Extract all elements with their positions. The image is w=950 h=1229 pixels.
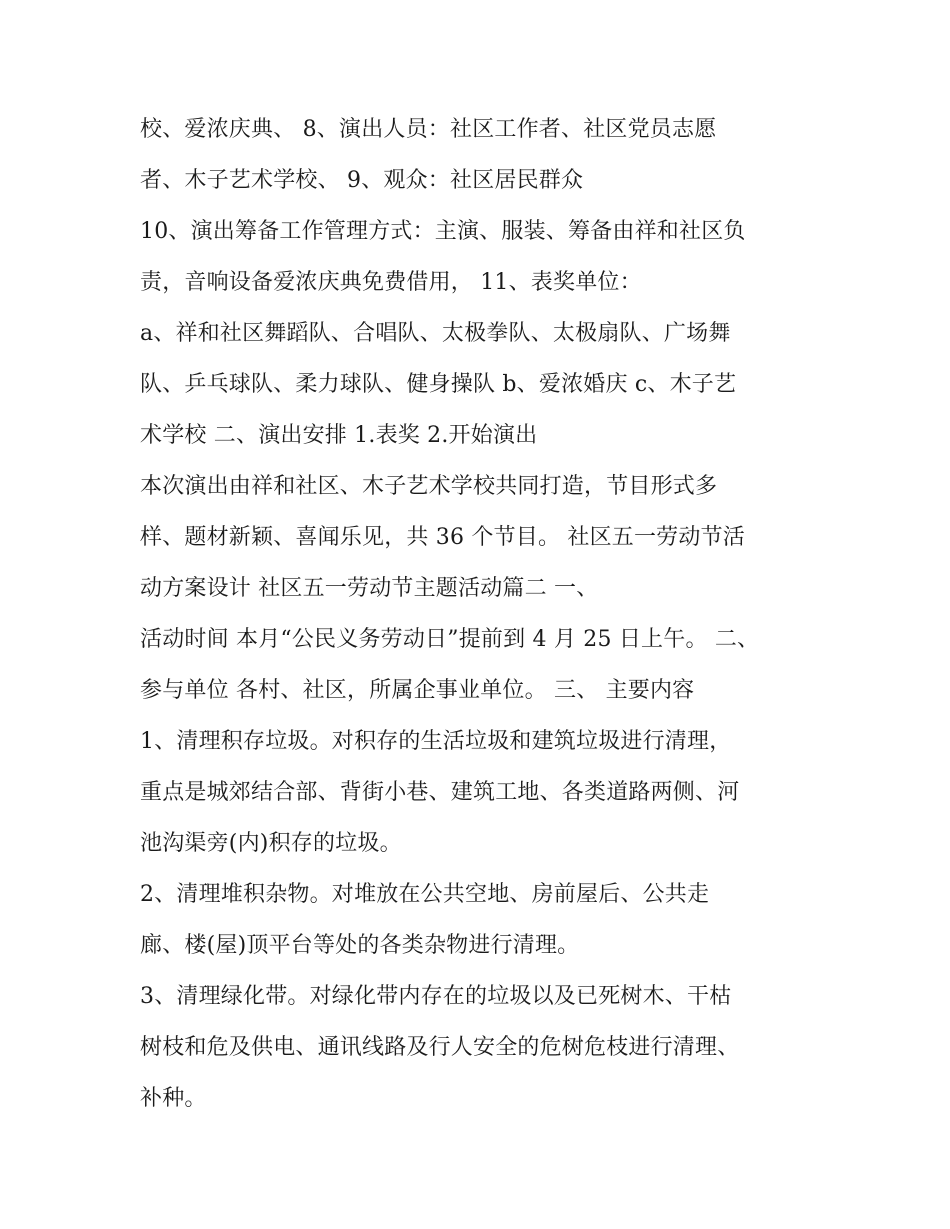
document-body	[140, 104, 830, 1124]
text-line: 10、演出筹备工作管理方式：主演、服装、筹备由祥和社区负	[140, 219, 746, 244]
text-line: 术学校 二、演出安排 1.表奖 2.开始演出	[140, 423, 538, 448]
text-line: 树枝和危及供电、通讯线路及行人安全的危树危枝进行清理、	[140, 1035, 740, 1060]
text-line: 3、清理绿化带。对绿化带内存在的垃圾以及已死树木、干枯	[140, 984, 732, 1009]
text-line: 样、题材新颖、喜闻乐见，共 36 个节目。 社区五一劳动节活	[140, 525, 745, 550]
text-line: 责，音响设备爱浓庆典免费借用， 11、表奖单位：	[140, 270, 642, 295]
text-line: 池沟渠旁(内)积存的垃圾。	[140, 831, 402, 856]
text-line: 动方案设计 社区五一劳动节主题活动篇二 一、	[140, 576, 599, 601]
text-line: 重点是城郊结合部、背街小巷、建筑工地、各类道路两侧、河	[140, 780, 740, 805]
text-line: 1、清理积存垃圾。对积存的生活垃圾和建筑垃圾进行清理，	[140, 729, 732, 754]
text-line: 参与单位 各村、社区，所属企事业单位。 三、 主要内容	[140, 678, 695, 703]
text-line: 活动时间 本月“公民义务劳动日”提前到 4 月 25 日上午。 二、	[140, 627, 760, 652]
text-line: 廊、楼(屋)顶平台等处的各类杂物进行清理。	[140, 933, 580, 958]
text-line: 队、乒乓球队、柔力球队、健身操队 b、爱浓婚庆 c、木子艺	[140, 372, 737, 397]
text-line: 校、爱浓庆典、 8、演出人员：社区工作者、社区党员志愿	[140, 117, 717, 142]
text-line: 2、清理堆积杂物。对堆放在公共空地、房前屋后、公共走	[140, 882, 710, 907]
text-line: 者、木子艺术学校、 9、观众：社区居民群众	[140, 168, 584, 193]
text-line: 补种。	[140, 1086, 207, 1111]
text-line: 本次演出由祥和社区、木子艺术学校共同打造，节目形式多	[140, 474, 718, 499]
text-line: a、祥和社区舞蹈队、合唱队、太极拳队、太极扇队、广场舞	[140, 321, 731, 346]
